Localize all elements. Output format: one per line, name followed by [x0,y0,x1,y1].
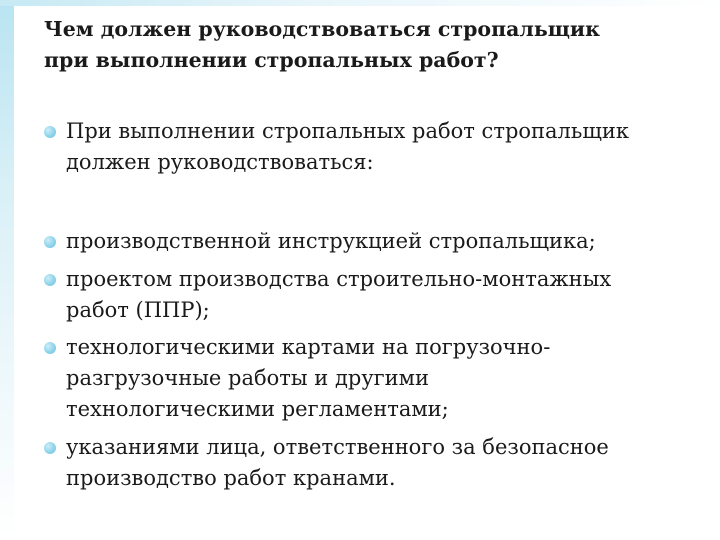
title-line-2: при выполнении стропальных работ? [44,48,499,72]
bullet-text [66,264,611,326]
bullet-line: технологическими картами на погрузочно- [66,335,551,359]
bullet-line: технологическими регламентами; [66,397,449,421]
bullet-text [66,332,550,425]
bullet-line: указаниями лица, ответственного за безопасное [66,435,609,459]
bullet-line: производственной инструкцией стропальщика; [66,229,596,253]
decorative-top-bar [0,0,720,6]
bullet-line: проектом производства строительно-монтажных [66,267,612,291]
bullet-line: должен руководствоваться: [66,150,374,174]
decorative-side-bar [0,0,14,540]
bullet-text [66,116,629,178]
bullet-line: производство работ кранами. [66,466,396,490]
bullet-line: При выполнении стропальных работ стропальщик [66,119,629,143]
bullet-line: разгрузочные работы и другими [66,366,429,390]
bullet-dot-icon [44,236,56,248]
bullet-dot-icon [44,126,56,138]
bullet-line: работ (ППР); [66,298,210,322]
bullet-text [66,226,596,257]
slide-title [44,14,684,76]
bullet-dot-icon [44,442,56,454]
bullet-text [66,432,609,494]
bullet-dot-icon [44,342,56,354]
bullet-dot-icon [44,274,56,286]
title-line-1: Чем должен руководствоваться стропальщик [44,17,600,41]
